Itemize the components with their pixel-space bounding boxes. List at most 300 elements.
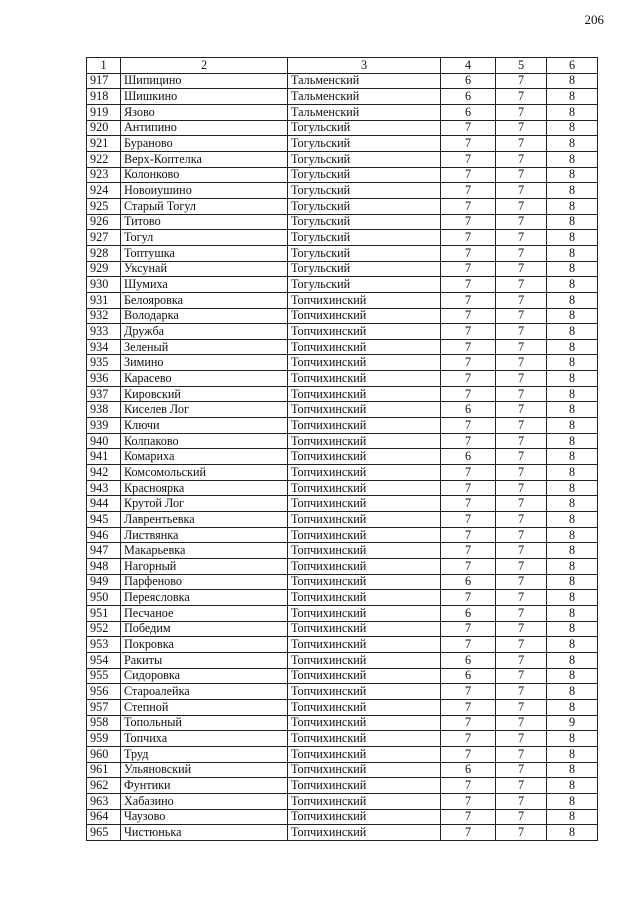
table-row xyxy=(87,715,598,731)
district-cell: Тальменский xyxy=(288,73,441,89)
value-cell-5: 7 xyxy=(496,89,547,105)
table-row xyxy=(87,120,598,136)
table-row xyxy=(87,746,598,762)
row-number-cell: 937 xyxy=(87,386,121,402)
row-number-cell: 944 xyxy=(87,496,121,512)
value-cell-5: 7 xyxy=(496,136,547,152)
value-cell-6: 8 xyxy=(547,183,598,199)
table-row xyxy=(87,151,598,167)
value-cell-6: 8 xyxy=(547,449,598,465)
value-cell-5: 7 xyxy=(496,73,547,89)
row-number-cell: 917 xyxy=(87,73,121,89)
settlement-name-cell: Топчиха xyxy=(121,731,288,747)
row-number-cell: 946 xyxy=(87,527,121,543)
value-cell-4: 7 xyxy=(441,198,496,214)
value-cell-4: 6 xyxy=(441,762,496,778)
value-cell-4: 7 xyxy=(441,480,496,496)
value-cell-6: 8 xyxy=(547,793,598,809)
value-cell-6: 8 xyxy=(547,480,598,496)
settlement-name-cell: Лаврентьевка xyxy=(121,512,288,528)
value-cell-5: 7 xyxy=(496,574,547,590)
row-number-cell: 961 xyxy=(87,762,121,778)
row-number-cell: 923 xyxy=(87,167,121,183)
district-cell: Топчихинский xyxy=(288,605,441,621)
district-cell: Топчихинский xyxy=(288,778,441,794)
value-cell-5: 7 xyxy=(496,151,547,167)
row-number-cell: 958 xyxy=(87,715,121,731)
value-cell-4: 6 xyxy=(441,402,496,418)
district-cell: Топчихинский xyxy=(288,292,441,308)
table-row xyxy=(87,261,598,277)
settlement-name-cell: Колонково xyxy=(121,167,288,183)
value-cell-5: 7 xyxy=(496,104,547,120)
district-cell: Топчихинский xyxy=(288,543,441,559)
table-row xyxy=(87,339,598,355)
value-cell-5: 7 xyxy=(496,449,547,465)
value-cell-5: 7 xyxy=(496,527,547,543)
district-cell: Топчихинский xyxy=(288,308,441,324)
row-number-cell: 955 xyxy=(87,668,121,684)
value-cell-4: 7 xyxy=(441,324,496,340)
settlement-name-cell: Крутой Лог xyxy=(121,496,288,512)
table-row xyxy=(87,402,598,418)
district-cell: Топчихинский xyxy=(288,699,441,715)
value-cell-6: 8 xyxy=(547,605,598,621)
value-cell-6: 8 xyxy=(547,277,598,293)
settlement-name-cell: Ульяновский xyxy=(121,762,288,778)
settlement-name-cell: Комариха xyxy=(121,449,288,465)
value-cell-4: 7 xyxy=(441,746,496,762)
district-cell: Топчихинский xyxy=(288,465,441,481)
value-cell-4: 7 xyxy=(441,371,496,387)
settlement-name-cell: Уксунай xyxy=(121,261,288,277)
value-cell-5: 7 xyxy=(496,668,547,684)
settlement-name-cell: Ракиты xyxy=(121,652,288,668)
value-cell-6: 8 xyxy=(547,574,598,590)
district-cell: Топчихинский xyxy=(288,371,441,387)
row-number-cell: 945 xyxy=(87,512,121,528)
row-number-cell: 952 xyxy=(87,621,121,637)
settlement-name-cell: Чаузово xyxy=(121,809,288,825)
value-cell-5: 7 xyxy=(496,230,547,246)
district-cell: Тогульский xyxy=(288,277,441,293)
settlement-name-cell: Листвянка xyxy=(121,527,288,543)
value-cell-6: 8 xyxy=(547,230,598,246)
row-number-cell: 927 xyxy=(87,230,121,246)
settlement-name-cell: Староалейка xyxy=(121,684,288,700)
district-cell: Тогульский xyxy=(288,245,441,261)
district-cell: Тогульский xyxy=(288,120,441,136)
table-row xyxy=(87,480,598,496)
district-cell: Тогульский xyxy=(288,183,441,199)
value-cell-5: 7 xyxy=(496,386,547,402)
settlements-table xyxy=(86,57,598,841)
value-cell-5: 7 xyxy=(496,198,547,214)
value-cell-5: 7 xyxy=(496,465,547,481)
value-cell-4: 7 xyxy=(441,183,496,199)
settlement-name-cell: Кировский xyxy=(121,386,288,402)
value-cell-4: 6 xyxy=(441,668,496,684)
district-cell: Топчихинский xyxy=(288,809,441,825)
table-row xyxy=(87,543,598,559)
value-cell-4: 7 xyxy=(441,261,496,277)
row-number-cell: 920 xyxy=(87,120,121,136)
row-number-cell: 956 xyxy=(87,684,121,700)
value-cell-4: 7 xyxy=(441,527,496,543)
row-number-cell: 921 xyxy=(87,136,121,152)
value-cell-4: 7 xyxy=(441,699,496,715)
page-number: 206 xyxy=(584,12,604,27)
table-row xyxy=(87,136,598,152)
row-number-cell: 926 xyxy=(87,214,121,230)
value-cell-6: 8 xyxy=(547,778,598,794)
district-cell: Топчихинский xyxy=(288,402,441,418)
table-row xyxy=(87,386,598,402)
settlement-name-cell: Колпаково xyxy=(121,433,288,449)
district-cell: Тогульский xyxy=(288,136,441,152)
row-number-cell: 964 xyxy=(87,809,121,825)
table-row xyxy=(87,324,598,340)
settlement-name-cell: Труд xyxy=(121,746,288,762)
value-cell-4: 7 xyxy=(441,512,496,528)
value-cell-5: 7 xyxy=(496,543,547,559)
value-cell-5: 7 xyxy=(496,418,547,434)
value-cell-5: 7 xyxy=(496,277,547,293)
value-cell-6: 8 xyxy=(547,621,598,637)
table-row xyxy=(87,605,598,621)
table-row xyxy=(87,73,598,89)
value-cell-6: 8 xyxy=(547,324,598,340)
value-cell-5: 7 xyxy=(496,496,547,512)
value-cell-6: 8 xyxy=(547,512,598,528)
table-row xyxy=(87,198,598,214)
value-cell-5: 7 xyxy=(496,183,547,199)
value-cell-4: 7 xyxy=(441,308,496,324)
value-cell-5: 7 xyxy=(496,715,547,731)
value-cell-6: 8 xyxy=(547,73,598,89)
value-cell-5: 7 xyxy=(496,167,547,183)
value-cell-4: 7 xyxy=(441,120,496,136)
row-number-cell: 939 xyxy=(87,418,121,434)
value-cell-6: 8 xyxy=(547,386,598,402)
table-row xyxy=(87,245,598,261)
settlement-name-cell: Песчаное xyxy=(121,605,288,621)
value-cell-6: 8 xyxy=(547,418,598,434)
settlement-name-cell: Старый Тогул xyxy=(121,198,288,214)
value-cell-5: 7 xyxy=(496,621,547,637)
value-cell-5: 7 xyxy=(496,793,547,809)
value-cell-4: 7 xyxy=(441,778,496,794)
value-cell-4: 7 xyxy=(441,151,496,167)
district-cell: Тальменский xyxy=(288,89,441,105)
row-number-cell: 948 xyxy=(87,559,121,575)
district-cell: Топчихинский xyxy=(288,418,441,434)
table-row xyxy=(87,637,598,653)
row-number-cell: 919 xyxy=(87,104,121,120)
row-number-cell: 949 xyxy=(87,574,121,590)
value-cell-4: 7 xyxy=(441,590,496,606)
value-cell-6: 8 xyxy=(547,825,598,841)
value-cell-6: 8 xyxy=(547,496,598,512)
row-number-cell: 963 xyxy=(87,793,121,809)
value-cell-4: 7 xyxy=(441,386,496,402)
table-row xyxy=(87,104,598,120)
table-row xyxy=(87,699,598,715)
settlement-name-cell: Володарка xyxy=(121,308,288,324)
value-cell-4: 7 xyxy=(441,214,496,230)
district-cell: Топчихинский xyxy=(288,559,441,575)
district-cell: Топчихинский xyxy=(288,433,441,449)
value-cell-6: 8 xyxy=(547,89,598,105)
row-number-cell: 965 xyxy=(87,825,121,841)
settlement-name-cell: Белояровка xyxy=(121,292,288,308)
settlement-name-cell: Карасево xyxy=(121,371,288,387)
district-cell: Топчихинский xyxy=(288,668,441,684)
table-row xyxy=(87,230,598,246)
value-cell-6: 8 xyxy=(547,371,598,387)
value-cell-5: 7 xyxy=(496,778,547,794)
value-cell-4: 6 xyxy=(441,73,496,89)
value-cell-6: 8 xyxy=(547,684,598,700)
value-cell-5: 7 xyxy=(496,605,547,621)
value-cell-6: 8 xyxy=(547,214,598,230)
value-cell-6: 8 xyxy=(547,590,598,606)
value-cell-6: 8 xyxy=(547,292,598,308)
value-cell-5: 7 xyxy=(496,371,547,387)
table-row xyxy=(87,762,598,778)
value-cell-4: 6 xyxy=(441,104,496,120)
value-cell-4: 6 xyxy=(441,652,496,668)
district-cell: Тогульский xyxy=(288,151,441,167)
row-number-cell: 935 xyxy=(87,355,121,371)
district-cell: Топчихинский xyxy=(288,339,441,355)
value-cell-6: 8 xyxy=(547,433,598,449)
value-cell-5: 7 xyxy=(496,512,547,528)
column-header: 6 xyxy=(547,58,598,74)
value-cell-6: 8 xyxy=(547,308,598,324)
settlement-name-cell: Ключи xyxy=(121,418,288,434)
row-number-cell: 924 xyxy=(87,183,121,199)
value-cell-6: 8 xyxy=(547,699,598,715)
settlement-name-cell: Покровка xyxy=(121,637,288,653)
row-number-cell: 957 xyxy=(87,699,121,715)
value-cell-6: 8 xyxy=(547,355,598,371)
value-cell-4: 7 xyxy=(441,637,496,653)
settlement-name-cell: Фунтики xyxy=(121,778,288,794)
value-cell-6: 8 xyxy=(547,104,598,120)
table-row xyxy=(87,496,598,512)
value-cell-6: 9 xyxy=(547,715,598,731)
district-cell: Топчихинский xyxy=(288,590,441,606)
row-number-cell: 933 xyxy=(87,324,121,340)
value-cell-4: 7 xyxy=(441,809,496,825)
table-row xyxy=(87,418,598,434)
value-cell-6: 8 xyxy=(547,151,598,167)
value-cell-4: 7 xyxy=(441,292,496,308)
column-header: 2 xyxy=(121,58,288,74)
settlement-name-cell: Киселев Лог xyxy=(121,402,288,418)
value-cell-6: 8 xyxy=(547,762,598,778)
value-cell-6: 8 xyxy=(547,402,598,418)
settlement-name-cell: Зимино xyxy=(121,355,288,371)
value-cell-4: 7 xyxy=(441,355,496,371)
value-cell-5: 7 xyxy=(496,746,547,762)
row-number-cell: 918 xyxy=(87,89,121,105)
settlement-name-cell: Шипицино xyxy=(121,73,288,89)
value-cell-5: 7 xyxy=(496,684,547,700)
value-cell-5: 7 xyxy=(496,559,547,575)
settlement-name-cell: Дружба xyxy=(121,324,288,340)
value-cell-6: 8 xyxy=(547,339,598,355)
settlement-name-cell: Чистюнька xyxy=(121,825,288,841)
row-number-cell: 960 xyxy=(87,746,121,762)
district-cell: Топчихинский xyxy=(288,746,441,762)
district-cell: Топчихинский xyxy=(288,355,441,371)
value-cell-4: 7 xyxy=(441,245,496,261)
district-cell: Тогульский xyxy=(288,230,441,246)
table-row xyxy=(87,512,598,528)
value-cell-5: 7 xyxy=(496,214,547,230)
value-cell-4: 7 xyxy=(441,167,496,183)
district-cell: Топчихинский xyxy=(288,449,441,465)
settlement-name-cell: Шишкино xyxy=(121,89,288,105)
value-cell-5: 7 xyxy=(496,402,547,418)
table-row xyxy=(87,793,598,809)
table-row xyxy=(87,574,598,590)
value-cell-4: 7 xyxy=(441,136,496,152)
value-cell-5: 7 xyxy=(496,652,547,668)
value-cell-4: 7 xyxy=(441,465,496,481)
district-cell: Топчихинский xyxy=(288,762,441,778)
value-cell-6: 8 xyxy=(547,559,598,575)
table-row xyxy=(87,809,598,825)
district-cell: Топчихинский xyxy=(288,574,441,590)
row-number-cell: 953 xyxy=(87,637,121,653)
value-cell-4: 7 xyxy=(441,715,496,731)
value-cell-6: 8 xyxy=(547,167,598,183)
row-number-cell: 959 xyxy=(87,731,121,747)
settlement-name-cell: Нагорный xyxy=(121,559,288,575)
value-cell-5: 7 xyxy=(496,731,547,747)
table-row xyxy=(87,371,598,387)
value-cell-4: 7 xyxy=(441,496,496,512)
district-cell: Тальменский xyxy=(288,104,441,120)
value-cell-6: 8 xyxy=(547,198,598,214)
row-number-cell: 930 xyxy=(87,277,121,293)
table-body xyxy=(87,73,598,840)
district-cell: Топчихинский xyxy=(288,684,441,700)
table-row xyxy=(87,668,598,684)
table-row xyxy=(87,825,598,841)
column-header: 3 xyxy=(288,58,441,74)
row-number-cell: 936 xyxy=(87,371,121,387)
column-header: 1 xyxy=(87,58,121,74)
district-cell: Тогульский xyxy=(288,261,441,277)
row-number-cell: 934 xyxy=(87,339,121,355)
district-cell: Топчихинский xyxy=(288,324,441,340)
row-number-cell: 922 xyxy=(87,151,121,167)
settlement-name-cell: Переясловка xyxy=(121,590,288,606)
value-cell-5: 7 xyxy=(496,120,547,136)
value-cell-6: 8 xyxy=(547,120,598,136)
row-number-cell: 943 xyxy=(87,480,121,496)
value-cell-4: 6 xyxy=(441,605,496,621)
value-cell-4: 7 xyxy=(441,277,496,293)
value-cell-5: 7 xyxy=(496,261,547,277)
value-cell-4: 7 xyxy=(441,793,496,809)
value-cell-6: 8 xyxy=(547,527,598,543)
value-cell-4: 7 xyxy=(441,825,496,841)
district-cell: Топчихинский xyxy=(288,527,441,543)
value-cell-5: 7 xyxy=(496,355,547,371)
row-number-cell: 940 xyxy=(87,433,121,449)
row-number-cell: 954 xyxy=(87,652,121,668)
district-cell: Топчихинский xyxy=(288,637,441,653)
table-row xyxy=(87,89,598,105)
value-cell-5: 7 xyxy=(496,590,547,606)
settlement-name-cell: Топольный xyxy=(121,715,288,731)
table-row xyxy=(87,308,598,324)
value-cell-4: 7 xyxy=(441,543,496,559)
settlement-name-cell: Комсомольский xyxy=(121,465,288,481)
district-cell: Топчихинский xyxy=(288,793,441,809)
value-cell-4: 7 xyxy=(441,559,496,575)
settlement-name-cell: Красноярка xyxy=(121,480,288,496)
value-cell-4: 7 xyxy=(441,621,496,637)
row-number-cell: 950 xyxy=(87,590,121,606)
settlement-name-cell: Парфеново xyxy=(121,574,288,590)
district-cell: Топчихинский xyxy=(288,731,441,747)
value-cell-4: 6 xyxy=(441,574,496,590)
value-cell-4: 7 xyxy=(441,230,496,246)
table-row xyxy=(87,214,598,230)
value-cell-5: 7 xyxy=(496,308,547,324)
value-cell-4: 7 xyxy=(441,418,496,434)
value-cell-5: 7 xyxy=(496,292,547,308)
value-cell-6: 8 xyxy=(547,465,598,481)
row-number-cell: 932 xyxy=(87,308,121,324)
value-cell-4: 6 xyxy=(441,449,496,465)
row-number-cell: 942 xyxy=(87,465,121,481)
settlement-name-cell: Новоиушино xyxy=(121,183,288,199)
row-number-cell: 938 xyxy=(87,402,121,418)
table-row xyxy=(87,465,598,481)
district-cell: Топчихинский xyxy=(288,652,441,668)
district-cell: Топчихинский xyxy=(288,512,441,528)
row-number-cell: 928 xyxy=(87,245,121,261)
table-row xyxy=(87,167,598,183)
table-row xyxy=(87,292,598,308)
table-header-row xyxy=(87,58,598,74)
row-number-cell: 925 xyxy=(87,198,121,214)
settlement-name-cell: Шумиха xyxy=(121,277,288,293)
settlement-name-cell: Степной xyxy=(121,699,288,715)
value-cell-6: 8 xyxy=(547,637,598,653)
table-row xyxy=(87,277,598,293)
value-cell-6: 8 xyxy=(547,261,598,277)
value-cell-6: 8 xyxy=(547,731,598,747)
settlement-name-cell: Хабазино xyxy=(121,793,288,809)
column-header: 4 xyxy=(441,58,496,74)
settlement-name-cell: Топтушка xyxy=(121,245,288,261)
settlement-name-cell: Победим xyxy=(121,621,288,637)
settlement-name-cell: Антипино xyxy=(121,120,288,136)
value-cell-5: 7 xyxy=(496,699,547,715)
row-number-cell: 929 xyxy=(87,261,121,277)
district-cell: Топчихинский xyxy=(288,621,441,637)
row-number-cell: 947 xyxy=(87,543,121,559)
value-cell-5: 7 xyxy=(496,324,547,340)
